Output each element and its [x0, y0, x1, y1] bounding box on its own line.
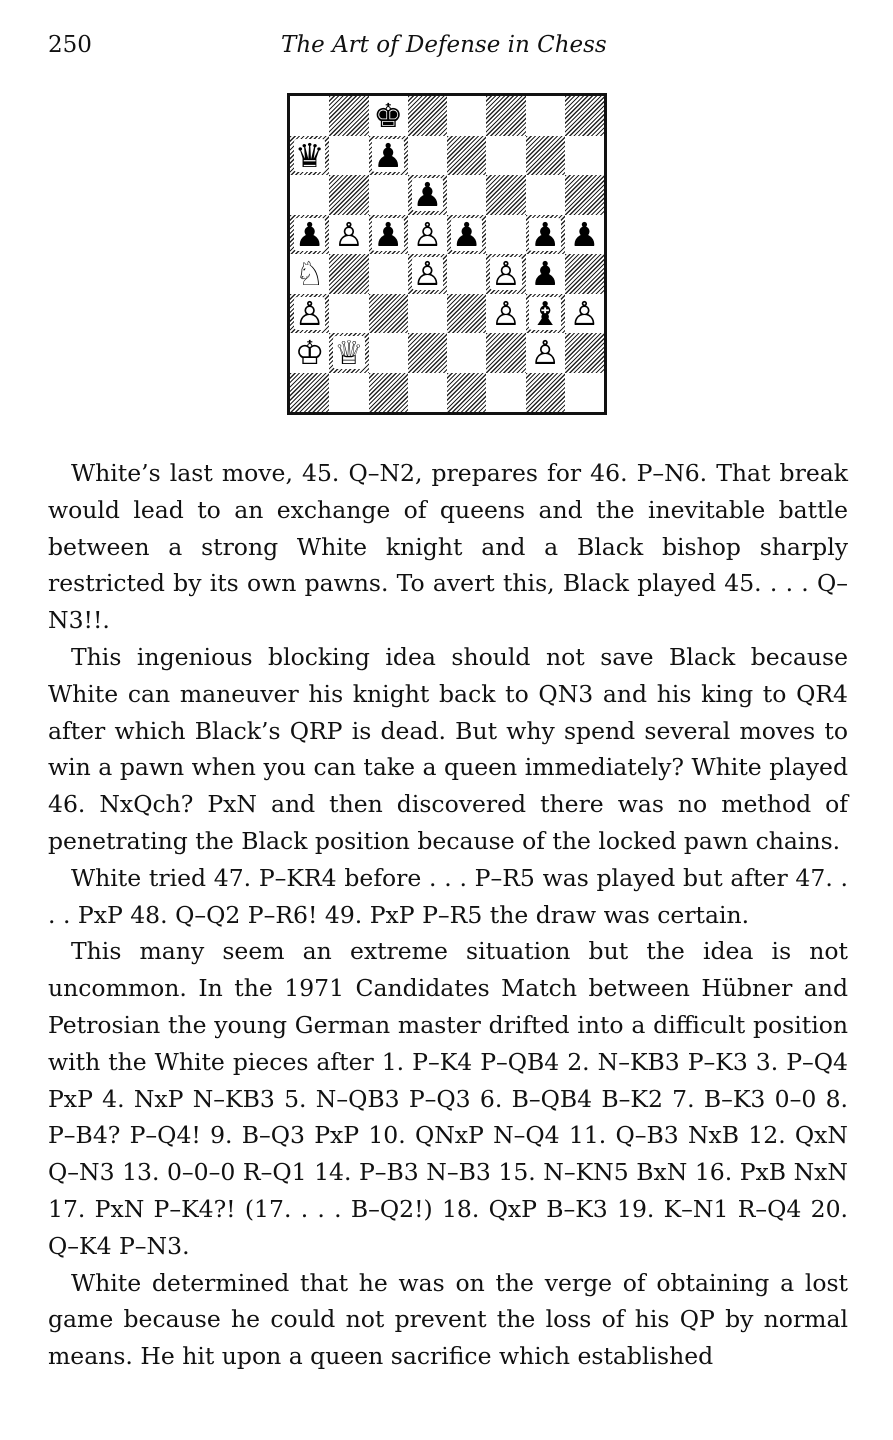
- body-text: [48, 455, 848, 1375]
- board-square: [526, 136, 565, 176]
- board-square: [486, 294, 525, 334]
- paragraph: White determined that he was on the verge of obtaining a lost game because he could not prevent the loss of his QP by normal means. He hit upon a queen sacrifice which established: [48, 1268, 848, 1371]
- chess-piece: ♟: [373, 214, 403, 254]
- board-square: [447, 136, 486, 176]
- board-square: [565, 373, 604, 413]
- board-square: [565, 215, 604, 255]
- page-number: 250: [48, 32, 92, 58]
- board-square: [290, 215, 329, 255]
- board-square: [290, 136, 329, 176]
- chess-piece: ♙: [334, 214, 364, 254]
- board-square: [329, 294, 368, 334]
- chess-piece: ♕: [334, 333, 364, 373]
- chess-diagram: [287, 93, 607, 415]
- board-square: [526, 373, 565, 413]
- board-square: [447, 294, 486, 334]
- board-square: [369, 294, 408, 334]
- board-square: [290, 96, 329, 136]
- chess-piece: ♙: [491, 254, 521, 294]
- board-square: [369, 96, 408, 136]
- paragraph: This many seem an extreme situation but the idea is not uncommon. In the 1971 Candidates Match between Hübner and Petrosian the young German master drifted into a difficult position with the White pieces after 1. P–K4 P–QB4 2. N–KB3 P–K3 3. P–Q4 PxP 4. NxP N–KB3 5. N–QB3 P–Q3 6. B–QB4 B–K2 7. B–K3 0–0 8. P–B4? P–Q4! 9. B–Q3 PxP 10. QNxP N–Q4 11. Q–B3 NxB 12. QxN Q–N3 13. 0–0–0 R–Q1 14. P–B3 N–B3 15. N–KN5 BxN 16. PxB NxN 17. PxN P–K4?! (17. . . . B–Q2!) 18. QxP B–K3 19. K–N1 R–Q4 20. Q–K4 P–N3.: [48, 937, 848, 1260]
- board-square: [408, 294, 447, 334]
- board-square: [526, 175, 565, 215]
- board-square: [526, 215, 565, 255]
- board-square: [329, 136, 368, 176]
- board-square: [290, 333, 329, 373]
- paragraph: This ingenious blocking idea should not save Black because White can maneuver his knight back to QN3 and his king to QR4 after which Black’s QRP is dead. But why spend several moves to win a pawn when you can take a queen immediately? White played 46. NxQch? PxN and then discovered there was no method of penetrating the Black position because of the locked pawn chains.: [48, 642, 848, 855]
- board-square: [329, 373, 368, 413]
- board-square: [369, 215, 408, 255]
- chess-piece: ♟: [451, 214, 482, 254]
- board-square: [408, 136, 447, 176]
- chess-piece: ♛: [294, 135, 325, 175]
- board-square: [526, 254, 565, 294]
- board-square: [565, 175, 604, 215]
- board-square: [290, 254, 329, 294]
- board-square: [408, 373, 447, 413]
- board-square: [369, 136, 408, 176]
- board-square: [329, 215, 368, 255]
- board-square: [565, 333, 604, 373]
- board-square: [526, 333, 565, 373]
- board-square: [486, 373, 525, 413]
- board-square: [329, 333, 368, 373]
- board-square: [290, 294, 329, 334]
- chess-piece: ♙: [294, 293, 325, 333]
- board-square: [447, 373, 486, 413]
- board-square: [408, 96, 447, 136]
- board-square: [447, 175, 486, 215]
- board-square: [486, 175, 525, 215]
- chess-piece: ♙: [530, 333, 560, 373]
- chess-piece: ♙: [412, 214, 443, 254]
- board-square: [369, 373, 408, 413]
- board-square: [408, 254, 447, 294]
- chess-piece: ♘: [294, 254, 325, 294]
- board-square: [329, 96, 368, 136]
- board-square: [447, 96, 486, 136]
- board-square: [329, 175, 368, 215]
- chess-piece: ♟: [530, 214, 560, 254]
- board-square: [369, 333, 408, 373]
- board-square: [408, 333, 447, 373]
- board-square: [565, 254, 604, 294]
- paragraph: White’s last move, 45. Q–N2, prepares for 46. P–N6. That break would lead to an exchange of queens and the inevitable battle between a strong White knight and a Black bishop sharply restricted by its own pawns. To avert this, Black played 45. . . . Q–N3!!.: [48, 459, 848, 635]
- board-square: [565, 294, 604, 334]
- board-square: [408, 175, 447, 215]
- running-title: The Art of Defense in Chess: [281, 32, 607, 58]
- board-square: [329, 254, 368, 294]
- board-square: [486, 96, 525, 136]
- chess-piece: ♟: [412, 175, 443, 215]
- paragraph: White tried 47. P–KR4 before . . . P–R5 was played but after 47. . . . PxP 48. Q–Q2 P–R6! 49. PxP P–R5 the draw was certain.: [48, 863, 848, 929]
- page-header: [48, 28, 848, 68]
- board-square: [447, 333, 486, 373]
- board-square: [486, 136, 525, 176]
- chess-piece: ♝: [530, 293, 560, 333]
- board-square: [526, 294, 565, 334]
- board-square: [486, 254, 525, 294]
- board-square: [526, 96, 565, 136]
- board-square: [447, 254, 486, 294]
- chess-piece: ♔: [294, 333, 325, 373]
- chess-piece: ♟: [373, 135, 403, 175]
- chess-piece: ♙: [491, 293, 521, 333]
- chess-piece: ♚: [373, 96, 403, 136]
- board-square: [447, 215, 486, 255]
- chess-piece: ♟: [530, 254, 560, 294]
- board-square: [369, 175, 408, 215]
- board-square: [290, 373, 329, 413]
- board-square: [565, 136, 604, 176]
- board-square: [565, 96, 604, 136]
- board-square: [369, 254, 408, 294]
- chess-piece: ♟: [294, 214, 325, 254]
- board-square: [486, 333, 525, 373]
- board-square: [290, 175, 329, 215]
- chess-piece: ♙: [412, 254, 443, 294]
- chess-piece: ♟: [569, 214, 600, 254]
- board-square: [408, 215, 447, 255]
- board-square: [486, 215, 525, 255]
- chess-piece: ♙: [569, 293, 600, 333]
